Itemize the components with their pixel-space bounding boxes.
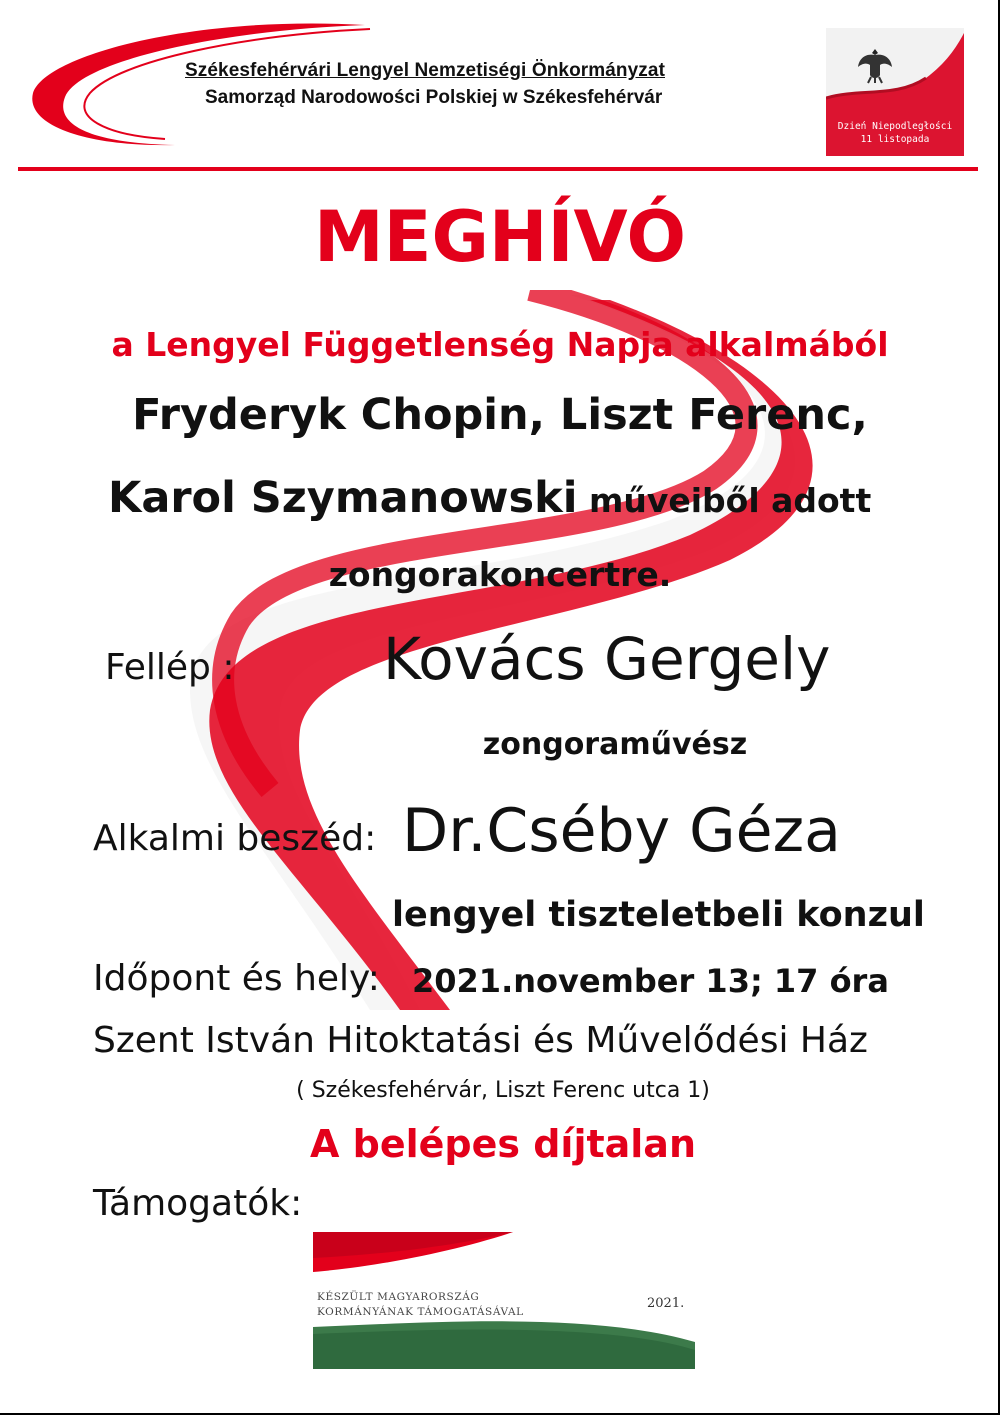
sponsors-label: Támogatók: bbox=[93, 1183, 303, 1224]
composers-line-1: Fryderyk Chopin, Liszt Ferenc, bbox=[132, 390, 868, 440]
sponsor-logo-text bbox=[317, 1290, 524, 1320]
composers-line-2 bbox=[108, 473, 871, 523]
flag-caption-line2: 11 listopada bbox=[860, 134, 930, 145]
occasion-text: a Lengyel Függetlenség Napja alkalmából bbox=[111, 325, 889, 364]
org-logo-swoosh bbox=[25, 15, 385, 155]
speaker-name: Dr.Cséby Géza bbox=[402, 796, 841, 866]
event-address: ( Székesfehérvár, Liszt Ferenc utca 1) bbox=[296, 1078, 710, 1103]
flag-caption-line1: Dzień Niepodległości bbox=[837, 121, 953, 132]
speech-label: Alkalmi beszéd: bbox=[93, 818, 377, 859]
flag-caption bbox=[826, 120, 964, 146]
invitation-title: MEGHÍVÓ bbox=[313, 196, 686, 278]
speaker-role: lengyel tiszteletbeli konzul bbox=[392, 895, 925, 935]
event-venue: Szent István Hitoktatási és Művelődési Ház bbox=[93, 1020, 868, 1061]
sponsor-logo-line2: KORMÁNYÁNAK TÁMOGATÁSÁVAL bbox=[317, 1306, 524, 1318]
performer-role: zongoraművész bbox=[482, 727, 748, 762]
works-text: műveiből adott bbox=[577, 481, 872, 520]
concert-text: zongorakoncertre. bbox=[328, 555, 672, 594]
sponsor-logo-year: 2021. bbox=[647, 1296, 685, 1311]
polish-eagle-icon bbox=[855, 45, 895, 85]
org-name-polish: Samorząd Narodowości Polskiej w Székesfehérvár bbox=[205, 87, 663, 108]
org-name-hungarian: Székesfehérvári Lengyel Nemzetiségi Önkormányzat bbox=[185, 60, 665, 81]
date-place-label: Időpont és hely: bbox=[93, 958, 380, 999]
independence-day-flag bbox=[826, 28, 964, 156]
performer-name: Kovács Gergely bbox=[383, 625, 831, 693]
sponsor-logo-line1: KÉSZÜLT MAGYARORSZÁG bbox=[317, 1291, 480, 1303]
composer-szymanowski: Karol Szymanowski bbox=[108, 473, 578, 523]
free-entry-notice: A belépes díjtalan bbox=[309, 1122, 696, 1166]
performer-label: Fellép : bbox=[105, 647, 235, 688]
event-datetime: 2021.november 13; 17 óra bbox=[412, 962, 889, 1000]
header-divider bbox=[18, 167, 978, 171]
